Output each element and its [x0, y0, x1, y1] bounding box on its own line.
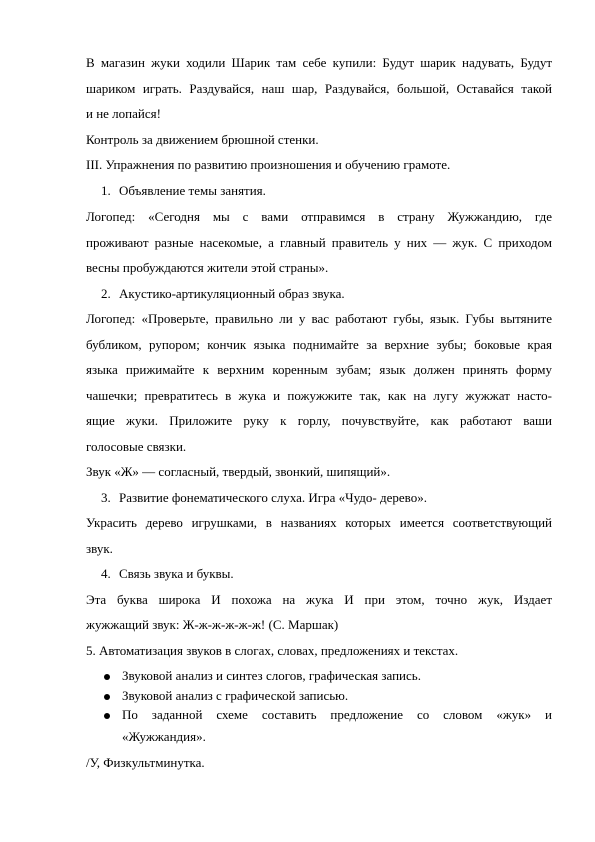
paragraph-line: Украсить дерево игрушками, в названиях которых имеется соответствующий — [86, 515, 552, 530]
list-number: 3. — [101, 490, 111, 505]
list-number: 1. — [101, 183, 111, 198]
paragraph-line: ящие жуки. Приложите руку к горлу, почувствуйте, как работают ваши — [86, 413, 552, 428]
paragraph-line: Логопед: «Сегодня мы с вами отправимся в страну Жужжандию, где — [86, 209, 552, 224]
bullet-item-text: По заданной схеме составить предложение со словом «жук» и — [122, 707, 552, 722]
bullet-icon — [104, 674, 110, 680]
paragraph-line: чашечки; превратитесь в жука и пожужжите так, как на лугу жужжат насто- — [86, 388, 552, 403]
paragraph-line: Контроль за движением брюшной стенки. — [86, 132, 319, 147]
bullet-item-text: Звуковой анализ с графической записью. — [122, 688, 349, 703]
bullet-item-text: «Жужжандия». — [122, 729, 206, 744]
paragraph-line: шариком играть. Раздувайся, наш шар, Раздувайся, большой, Оставайся такой — [86, 81, 552, 96]
bullet-icon — [104, 713, 110, 719]
bullet-icon — [104, 694, 110, 700]
paragraph-line: языка прижимайте к верхним коренным зубам; язык должен принять форму — [86, 362, 552, 377]
list-item-text: Развитие фонематического слуха. Игра «Чудо- дерево». — [119, 490, 427, 505]
list-item-text: Объявление темы занятия. — [119, 183, 266, 198]
paragraph-line: 5. Автоматизация звуков в слогах, словах, предложениях и текстах. — [86, 643, 459, 658]
bullet-item-text: Звуковой анализ и синтез слогов, графическая запись. — [122, 668, 421, 683]
list-item-text: Связь звука и буквы. — [119, 566, 234, 581]
section-heading: III. Упражнения по развитию произношения и обучению грамоте. — [86, 157, 451, 172]
paragraph-line: и не лопайся! — [86, 106, 161, 121]
paragraph-line: жужжащий звук: Ж-ж-ж-ж-ж-ж! (С. Маршак) — [86, 617, 339, 632]
paragraph-line: Эта буква широка И похожа на жука И при этом, точно жук, Издает — [86, 592, 552, 607]
paragraph-line: проживают разные насекомые, а главный правитель у них — жук. С приходом — [86, 235, 552, 250]
list-number: 4. — [101, 566, 111, 581]
list-number: 2. — [101, 286, 111, 301]
paragraph-line: В магазин жуки ходили Шарик там себе купили: Будут шарик надувать, Будут — [86, 55, 552, 70]
list-item-text: Акустико-артикуляционный образ звука. — [119, 286, 345, 301]
paragraph-line: звук. — [86, 541, 113, 556]
paragraph-line: весны пробуждаются жители этой страны». — [86, 260, 329, 275]
paragraph-line: /У, Физкультминутка. — [86, 755, 205, 770]
paragraph-line: Логопед: «Проверьте, правильно ли у вас работают губы, язык. Губы вытяните — [86, 311, 552, 326]
paragraph-line: бубликом, рупором; кончик языка поднимайте за верхние зубы; боковые края — [86, 337, 552, 352]
paragraph-line: голосовые связки. — [86, 439, 187, 454]
paragraph-line: Звук «Ж» — согласный, твердый, звонкий, шипящий». — [86, 464, 391, 479]
